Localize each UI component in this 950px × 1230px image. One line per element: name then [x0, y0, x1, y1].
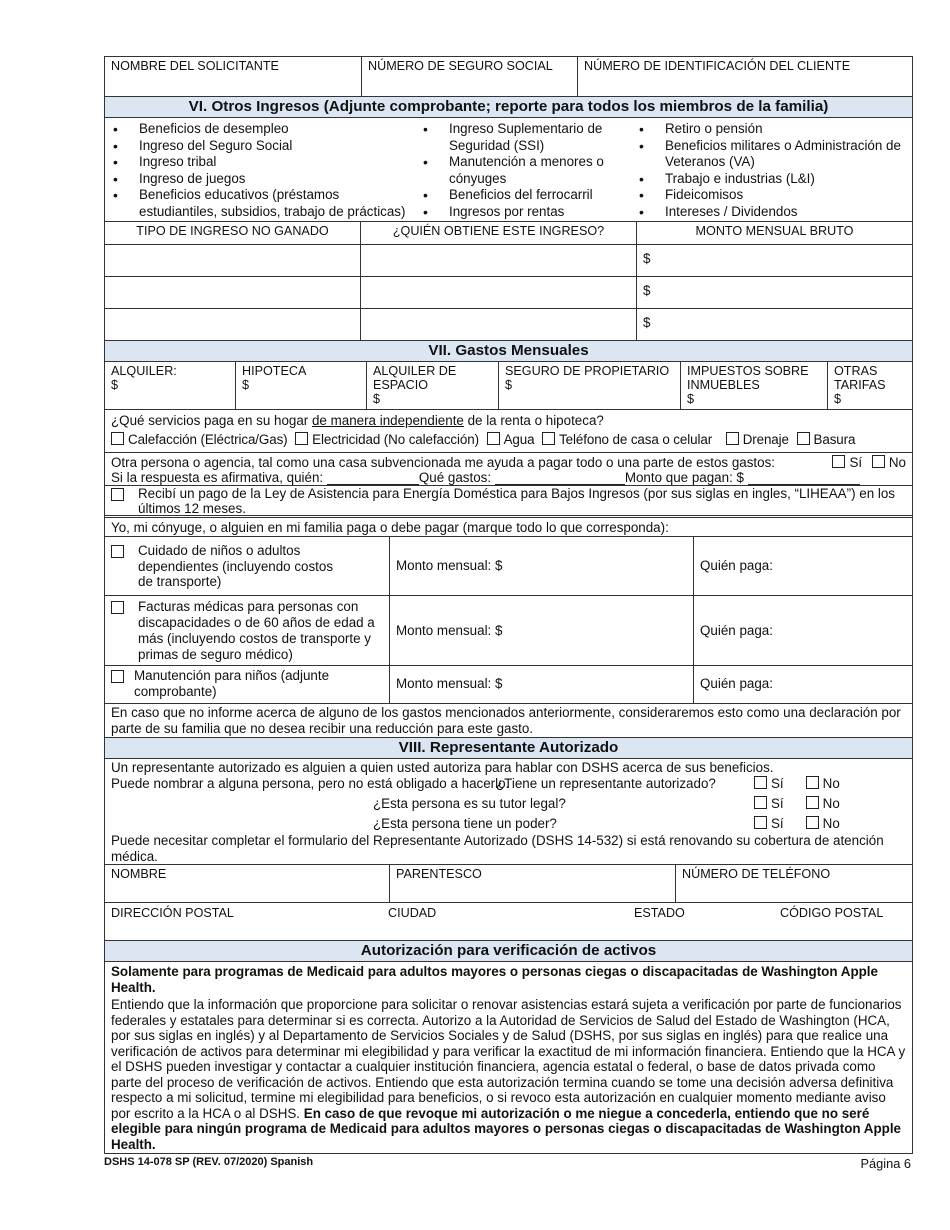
ssn-field[interactable] — [361, 57, 577, 96]
child-support-amount-field[interactable] — [389, 666, 693, 703]
q3-yes-checkbox[interactable] — [754, 816, 767, 829]
who-pays-label: Quién paga: — [700, 558, 773, 573]
what-expenses-label: Qué gastos: — [418, 470, 492, 485]
rent-field[interactable] — [105, 362, 235, 409]
who-input[interactable] — [327, 484, 419, 485]
services-question-end: de la renta o hipoteca? — [463, 413, 604, 428]
income-amount-input[interactable] — [636, 309, 912, 340]
no-label: No — [888, 455, 906, 470]
other-help-yes-checkbox[interactable] — [832, 455, 845, 468]
q2-no-checkbox[interactable] — [806, 796, 819, 809]
list-item: • Fideicomisos — [631, 187, 912, 204]
heating-checkbox[interactable] — [111, 432, 124, 445]
income-type-input[interactable] — [105, 245, 360, 276]
who-pays-label: Quién paga: — [700, 676, 773, 691]
what-expenses-input[interactable] — [495, 484, 625, 485]
auth-rep-intro-text: Un representante autorizado es alguien a quien usted autoriza para hablar con DSHS acerca de sus beneficios. Puede nombrar a alguna persona, pero no está obligado a hacerlo. — [111, 760, 774, 791]
amount-paid-input[interactable] — [748, 484, 860, 485]
rep-relationship-field[interactable] — [389, 865, 675, 902]
applicant-header-row — [105, 57, 912, 96]
rep-phone-field[interactable] — [675, 865, 912, 902]
no-label: No — [822, 816, 840, 831]
auth-rep-q1: ¿Tiene un representante autorizado? — [496, 776, 716, 791]
rep-contact-row — [105, 864, 912, 902]
heating-label: Calefacción (Eléctrica/Gas) — [128, 432, 288, 447]
rent-value: $ — [111, 378, 119, 392]
page-footer — [104, 1156, 911, 1171]
homeowner-insurance-label: SEGURO DE PROPIETARIO — [505, 364, 670, 378]
asset-body — [111, 997, 906, 1152]
applicant-name-field[interactable] — [105, 57, 361, 96]
amount-paid-label: Monto que pagan: $ — [624, 470, 744, 485]
mortgage-label: HIPOTECA — [242, 364, 307, 378]
not-report-text: En caso que no informe acerca de alguno de los gastos mencionados anteriormente, consideraremos esto como una declaración por parte de su familia que no desea recibir una reducción para este gasto. — [111, 705, 901, 736]
no-label: No — [822, 796, 840, 811]
table-row — [105, 244, 912, 276]
monthly-amount-label: Monto mensual: $ — [396, 623, 503, 638]
dependent-care-amount-field[interactable] — [389, 537, 693, 595]
yes-label: Sí — [771, 796, 784, 811]
client-id-field[interactable] — [577, 57, 912, 96]
dollar-sign: $ — [643, 315, 651, 330]
water-checkbox[interactable] — [487, 432, 500, 445]
income-amount-input[interactable] — [636, 245, 912, 276]
list-item: • Beneficios educativos (préstamos estudiantiles, subsidios, trabajo de prácticas) — [105, 187, 415, 220]
yes-label: Sí — [771, 776, 784, 791]
form-page — [104, 56, 913, 1154]
list-item: • Manutención a menores o cónyuges — [415, 154, 631, 187]
liheaa-checkbox[interactable] — [111, 488, 124, 501]
rep-name-label: NOMBRE — [111, 867, 167, 881]
asset-bold-end: En caso de que revoque mi autorización o me niegue a concederla, entiendo que no seré elegible para ningún programa de Medicaid para adultos mayores o personas ciegas o discapacitadas de Washington Apple Health. — [111, 1105, 902, 1152]
client-id-label: NÚMERO DE IDENTIFICACIÓN DEL CLIENTE — [584, 59, 851, 73]
water-label: Agua — [503, 432, 535, 447]
income-recipient-input[interactable] — [360, 277, 636, 308]
child-support-checkbox[interactable] — [111, 670, 124, 683]
electricity-checkbox[interactable] — [295, 432, 308, 445]
rep-address-row — [105, 902, 912, 940]
mortgage-value: $ — [242, 378, 250, 392]
auth-rep-q2-options — [754, 796, 840, 812]
space-rent-label: ALQUILER DE ESPACIO — [373, 364, 457, 392]
rep-city-label: CIUDAD — [388, 906, 437, 920]
child-support-option — [105, 666, 389, 703]
property-tax-value: $ — [687, 392, 695, 406]
asset-bold-intro: Solamente para programas de Medicaid para adultos mayores o personas ciegas o discapacitadas de Washington Apple Health. — [111, 964, 878, 995]
income-table-header — [105, 221, 912, 244]
dollar-sign: $ — [643, 251, 651, 266]
phone-checkbox[interactable] — [542, 432, 555, 445]
sewer-checkbox[interactable] — [726, 432, 739, 445]
list-item: • Beneficios militares o Administración de Veteranos (VA) — [631, 138, 912, 171]
other-help-block — [105, 452, 912, 485]
pay-intro-row — [105, 515, 912, 536]
asset-verification-block — [105, 961, 912, 1153]
form-id: DSHS 14-078 SP (REV. 07/2020) Spanish — [104, 1156, 314, 1168]
column-header: MONTO MENSUAL BRUTO — [636, 222, 912, 244]
list-item: • Ingreso del Seguro Social — [105, 138, 415, 155]
space-rent-field[interactable] — [366, 362, 498, 409]
services-block — [105, 409, 912, 452]
child-support-row — [105, 665, 912, 703]
table-row — [105, 308, 912, 340]
other-fees-value: $ — [834, 392, 842, 406]
list-item: • Beneficios de desempleo — [105, 121, 415, 138]
list-item: • Ingreso tribal — [105, 154, 415, 171]
services-options — [111, 430, 906, 450]
auth-rep-q2: ¿Esta persona es su tutor legal? — [373, 796, 566, 811]
q1-yes-checkbox[interactable] — [754, 776, 767, 789]
auth-rep-block — [105, 758, 912, 864]
ssn-label: NÚMERO DE SEGURO SOCIAL — [368, 59, 553, 73]
list-item: • Ingresos por rentas — [415, 204, 631, 221]
list-item: • Ingreso de juegos — [105, 171, 415, 188]
income-types-list — [105, 117, 912, 221]
medical-bills-checkbox[interactable] — [111, 601, 124, 614]
asset-body-text: Entiendo que la información que proporcione para solicitar o renovar asistencias estará sujeta a verificación por parte de funcionarios federales y estatales para determinar si es correcta. Autorizo a la Autoridad de Servicios de Salud del Estado de Washington (HCA, por sus siglas en inglés) y al Departamento de Servicios Sociales y de Salud (DSHS, por sus siglas en inglés) para que realice una verificación de activos para determinar mi elegibilidad y para verificar la exactitud de mi información financiera. Entiendo que la HCA y el DSHS pueden investigar y contactar a cualquier institución financiera, agencia estatal o federal, o base de datos privada como parte del proceso de verificación de activos. Entiendo que esta autorización termina cuando se tome una decisión adversa definitiva respecto a mi solicitud, termine mi elegibilidad para beneficios, o si revoco esta autorización en cualquier momento mediante aviso por escrito a la HCA o al DSHS. — [111, 997, 906, 1121]
dependent-care-payer-field[interactable] — [693, 537, 912, 595]
section-7-title: VII. Gastos Mensuales — [105, 340, 912, 361]
property-tax-field[interactable] — [680, 362, 827, 409]
phone-label: Teléfono de casa o celular — [559, 432, 713, 447]
section-8-title: VIII. Representante Autorizado — [105, 737, 912, 758]
care-row — [105, 536, 912, 595]
services-question-start: ¿Qué servicios paga en su hogar — [111, 413, 312, 428]
auth-rep-note: Puede necesitar completar el formulario del Representante Autorizado (DSHS 14-532) si está renovando su cobertura de atención médica. — [111, 833, 884, 864]
q1-no-checkbox[interactable] — [806, 776, 819, 789]
income-recipient-input[interactable] — [360, 309, 636, 340]
auth-rep-q3-options — [754, 816, 840, 832]
electricity-label: Electricidad (No calefacción) — [312, 432, 479, 447]
dependent-care-option — [105, 537, 389, 595]
list-item: • Ingreso Suplementario de Seguridad (SSI) — [415, 121, 631, 154]
sewer-label: Drenaje — [742, 432, 789, 447]
expenses-row — [105, 361, 912, 409]
other-fees-label: OTRAS TARIFAS — [834, 364, 886, 392]
rep-zip-label: CÓDIGO POSTAL — [780, 906, 884, 920]
dependent-care-checkbox[interactable] — [111, 545, 124, 558]
income-type-input[interactable] — [105, 309, 360, 340]
medical-payer-field[interactable] — [693, 596, 912, 665]
income-type-input[interactable] — [105, 277, 360, 308]
services-question — [111, 412, 906, 430]
rep-address-label: DIRECCIÓN POSTAL — [111, 906, 234, 920]
child-support-payer-field[interactable] — [693, 666, 912, 703]
property-tax-label: IMPUESTOS SOBRE INMUEBLES — [687, 364, 809, 392]
asset-verification-title: Autorización para verificación de activos — [105, 940, 912, 961]
medical-row — [105, 595, 912, 665]
q2-yes-checkbox[interactable] — [754, 796, 767, 809]
liheaa-label: Recibí un pago de la Ley de Asistencia para Energía Doméstica para Bajos Ingresos (por sus siglas en ingles, “LIHEAA”) en los últimos 12 meses. — [138, 486, 895, 516]
garbage-label: Basura — [813, 432, 856, 447]
rep-state-label: ESTADO — [634, 906, 685, 920]
q3-no-checkbox[interactable] — [806, 816, 819, 829]
child-support-label: Manutención para niños (adjunte comprobante) — [134, 668, 330, 699]
other-help-details — [111, 470, 906, 485]
table-row — [105, 276, 912, 308]
who-pays-label: Quién paga: — [700, 623, 773, 638]
column-header: TIPO DE INGRESO NO GANADO — [136, 224, 329, 238]
dollar-sign: $ — [643, 283, 651, 298]
income-list-col3 — [631, 121, 912, 221]
rep-phone-label: NÚMERO DE TELÉFONO — [682, 867, 831, 881]
dependent-care-label: Cuidado de niños o adultos dependientes (incluyendo costos de transporte) — [138, 543, 334, 589]
page-number: Página 6 — [860, 1156, 911, 1171]
rep-relationship-label: PARENTESCO — [396, 867, 482, 881]
services-question-underlined: de manera independiente — [311, 413, 464, 428]
section-6-title: VI. Otros Ingresos (Adjunte comprobante; reporte para todos los miembros de la familia) — [105, 96, 912, 117]
auth-rep-q1-options — [754, 776, 840, 792]
mortgage-field[interactable] — [235, 362, 366, 409]
income-list-col2 — [415, 121, 631, 221]
other-fees-field[interactable] — [827, 362, 912, 409]
not-report-row — [105, 703, 912, 737]
income-amount-input[interactable] — [636, 277, 912, 308]
other-help-no-checkbox[interactable] — [872, 455, 885, 468]
yes-label: Sí — [849, 455, 863, 470]
garbage-checkbox[interactable] — [797, 432, 810, 445]
income-list-col1 — [105, 121, 415, 221]
income-recipient-input[interactable] — [360, 245, 636, 276]
space-rent-value: $ — [373, 392, 381, 406]
list-item: • Retiro o pensión — [631, 121, 912, 138]
medical-bills-option — [105, 596, 389, 665]
medical-bills-label: Facturas médicas para personas con discapacidades o de 60 años de edad a más (incluyendo costos de transporte y primas de seguro médico) — [138, 599, 375, 662]
pay-intro-text: Yo, mi cónyuge, o alguien en mi familia paga o debe pagar (marque todo lo que corresponda): — [111, 520, 669, 535]
who-label: Si la respuesta es afirmativa, quién: — [111, 470, 324, 485]
other-help-row — [111, 455, 906, 470]
rent-label: ALQUILER: — [111, 364, 177, 378]
list-item: • Intereses / Dividendos — [631, 204, 912, 221]
medical-amount-field[interactable] — [389, 596, 693, 665]
monthly-amount-label: Monto mensual: $ — [396, 558, 503, 573]
rep-name-field[interactable] — [105, 865, 389, 902]
auth-rep-q3: ¿Esta persona tiene un poder? — [373, 816, 557, 831]
no-label: No — [822, 776, 840, 791]
liheaa-row — [105, 485, 912, 515]
homeowner-insurance-value: $ — [505, 378, 513, 392]
other-help-question: Otra persona o agencia, tal como una casa subvencionada me ayuda a pagar todo o una parte de estos gastos: — [111, 455, 776, 470]
yes-label: Sí — [771, 816, 784, 831]
monthly-amount-label: Monto mensual: $ — [396, 676, 503, 691]
applicant-name-label: NOMBRE DEL SOLICITANTE — [111, 59, 279, 73]
list-item: • Beneficios del ferrocarril — [415, 187, 631, 204]
column-header: ¿QUIÉN OBTIENE ESTE INGRESO? — [360, 222, 636, 244]
homeowner-insurance-field[interactable] — [498, 362, 680, 409]
list-item: • Trabajo e industrias (L&I) — [631, 171, 912, 188]
